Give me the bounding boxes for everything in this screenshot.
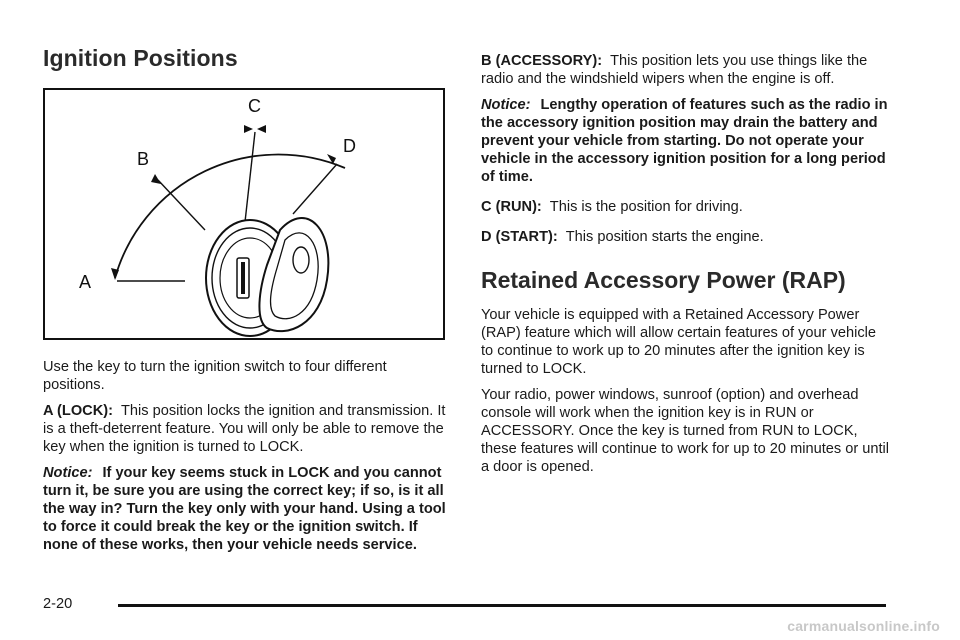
notice-paragraph-left [43, 464, 448, 554]
leader-d [293, 164, 337, 214]
page-number: 2-20 [43, 596, 73, 612]
watermark: carmanualsonline.info [787, 618, 940, 634]
notice-label-left: Notice: [43, 465, 93, 481]
intro-paragraph: Use the key to turn the ignition switch to four different positions. [43, 359, 387, 393]
footer-rule [118, 604, 886, 607]
arrow-a [111, 268, 119, 280]
ignition-diagram-drawing [45, 90, 443, 338]
accessory-term: B (ACCESSORY): [481, 53, 603, 69]
arrow-c-left [244, 125, 253, 133]
notice-label-right: Notice: [481, 97, 531, 113]
label-b: B [137, 149, 150, 169]
label-d: D [343, 136, 356, 156]
page-title: Ignition Positions [43, 45, 238, 71]
start-term: D (START): [481, 229, 558, 245]
rap-paragraph-2: Your radio, power windows, sunroof (option) and overhead console will work when the ignition key is in RUN or ACCESSORY. Once the key is turned from RUN to LOCK, these features will continue to work for up to 20 minutes or until a door is opened. [481, 387, 890, 475]
rap-paragraph-1: Your vehicle is equipped with a Retained Accessory Power (RAP) feature which will allow certain features of your vehicle to continue to work up to 20 minutes after the ignition key is turned to LOCK. [481, 307, 877, 377]
run-text: This is the position for driving. [549, 199, 743, 215]
left-column [43, 42, 448, 554]
run-paragraph [481, 198, 891, 216]
arrow-c-right [257, 125, 266, 133]
ignition-diagram [43, 88, 445, 340]
label-c: C [248, 96, 261, 116]
accessory-paragraph [481, 52, 891, 88]
lock-paragraph [43, 402, 448, 456]
label-a: A [79, 272, 92, 292]
notice-text-right: Lengthy operation of features such as the radio in the accessory ignition position may drain the battery and prevent your vehicle from starting. Do not operate your vehicle in the accessory ignition position for a long period of time. [481, 97, 888, 185]
start-paragraph [481, 228, 891, 246]
rap-title: Retained Accessory Power (RAP) [481, 267, 846, 293]
run-term: C (RUN): [481, 199, 542, 215]
accessory-text: This position lets you use things like the radio and the windshield wipers when the engine is off. [481, 53, 868, 87]
leader-b [158, 180, 205, 230]
key-slot-inner [241, 262, 245, 294]
lock-text: This position locks the ignition and transmission. It is a theft-deterrent feature. You will only be able to remove the key when the ignition is turned to LOCK. [43, 403, 446, 455]
notice-text-left: If your key seems stuck in LOCK and you cannot turn it, be sure you are using the correct key; if so, is it all the way in? Turn the key only with your hand. Using a tool to force it could break the key or the ignition switch. If none of these works, then your vehicle needs service. [43, 465, 446, 553]
key-hole [293, 247, 309, 273]
notice-paragraph-right [481, 96, 891, 186]
right-column [481, 52, 891, 476]
lock-term: A (LOCK): [43, 403, 113, 419]
start-text: This position starts the engine. [565, 229, 764, 245]
